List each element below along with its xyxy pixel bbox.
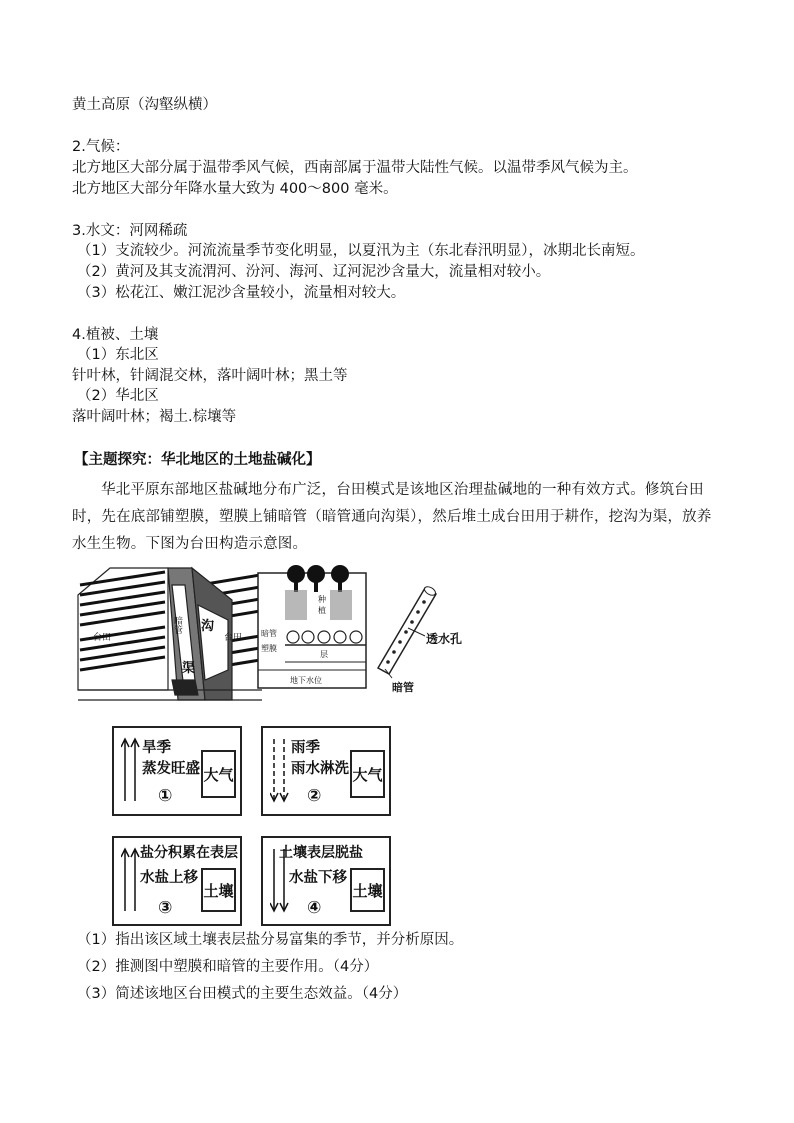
box-2-line-1: 雨季 xyxy=(291,740,320,756)
box-4-inner: 土壤 xyxy=(350,868,385,912)
label-taitian-left: 台田 xyxy=(93,633,112,643)
text-vegetation-1: （1）东北区 xyxy=(77,347,159,363)
heading-climate: 2.气候： xyxy=(72,139,130,155)
label-gou: 沟 xyxy=(201,619,215,634)
text-hydrology-3: （3）松花江、嫩江泥沙含量较小，流量相对较大。 xyxy=(77,285,406,301)
label-zhi: 植 xyxy=(318,606,326,615)
box-4-line-1: 土壤表层脱盐 xyxy=(279,845,363,861)
label-sumo: 塑膜 xyxy=(261,644,277,653)
text-vegetation-4: 落叶阔叶林；褐土.棕壤等 xyxy=(72,409,237,425)
topic-heading: 【主题探究：华北地区的土地盐碱化】 xyxy=(74,452,321,468)
perforated-pipe-illustration xyxy=(378,585,462,694)
box-1-line-2: 蒸发旺盛 xyxy=(142,761,200,777)
down-arrows-icon xyxy=(270,737,290,803)
box-1-number: ① xyxy=(158,786,173,806)
question-3: （3）简述该地区台田模式的主要生态效益。（4分） xyxy=(77,986,408,1002)
box-3-inner: 土壤 xyxy=(201,868,236,912)
box-4-line-2: 水盐下移 xyxy=(289,870,347,886)
up-arrows-icon xyxy=(121,847,141,913)
heading-vegetation: 4.植被、土壤 xyxy=(72,327,159,343)
question-1: （1）指出该区域土壤表层盐分易富集的季节，并分析原因。 xyxy=(77,932,464,948)
label-taitian-right: 台田 xyxy=(224,633,243,643)
label-qu: 渠 xyxy=(182,661,196,676)
label-anguan: 暗管 xyxy=(261,629,277,638)
process-box-2 xyxy=(261,726,391,816)
label-hole: 透水孔 xyxy=(426,632,463,646)
box-2-number: ② xyxy=(307,786,322,806)
box-1-line-1: 旱季 xyxy=(142,740,171,756)
heading-hydrology: 3.水文：河网稀疏 xyxy=(72,223,188,239)
box-4-number: ④ xyxy=(307,898,322,918)
process-box-1 xyxy=(112,726,242,816)
box-2-line-2: 雨水淋洗 xyxy=(291,761,349,777)
text-climate-2: 北方地区大部分年降水量大致为 400～800 毫米。 xyxy=(72,181,398,197)
up-arrows-icon xyxy=(121,737,141,803)
box-2-inner: 大气 xyxy=(350,750,385,798)
process-box-4 xyxy=(261,836,391,926)
label-ceng: 层 xyxy=(320,650,328,659)
question-2: （2）推测图中塑膜和暗管的主要作用。（4分） xyxy=(77,959,379,975)
intro-paragraph: 华北平原东部地区盐碱地分布广泛，台田模式是该地区治理盐碱地的一种有效方式。修筑台田时，先在底部铺塑膜，塑膜上铺暗管（暗管通向沟渠），然后堆土成台田用于耕作，挖沟为渠，放养水生生物。下图为台田构造示意图。 xyxy=(72,482,712,552)
text-vegetation-2: 针叶林，针阔混交林，落叶阔叶林；黑土等 xyxy=(72,368,348,384)
text-hydrology-2: （2）黄河及其支流渭河、汾河、海河、辽河泥沙含量大，流量相对较小。 xyxy=(77,264,551,280)
box-1-inner: 大气 xyxy=(201,750,236,798)
box-3-line-2: 水盐上移 xyxy=(140,870,198,886)
label-pipe: 暗管 xyxy=(392,681,414,694)
text-hydrology-1: （1）支流较少。河流流量季节变化明显，以夏汛为主（东北春汛明显），冰期北长南短。 xyxy=(77,243,645,259)
label-anguan-vertical: 暗管 xyxy=(172,616,182,634)
cross-section-illustration xyxy=(258,565,366,688)
box-3-line-1: 盐分积累在表层 xyxy=(140,845,238,861)
text-climate-1: 北方地区大部分属于温带季风气候，西南部属于温带大陆性气候。以温带季风气候为主。 xyxy=(72,160,638,176)
text-vegetation-3: （2）华北区 xyxy=(77,388,159,404)
label-zhong: 种 xyxy=(318,595,326,604)
box-3-number: ③ xyxy=(158,898,173,918)
label-water-table: 地下水位 xyxy=(290,676,322,685)
text-loess: 黄土高原（沟壑纵横） xyxy=(72,97,217,113)
process-box-3 xyxy=(112,836,242,926)
